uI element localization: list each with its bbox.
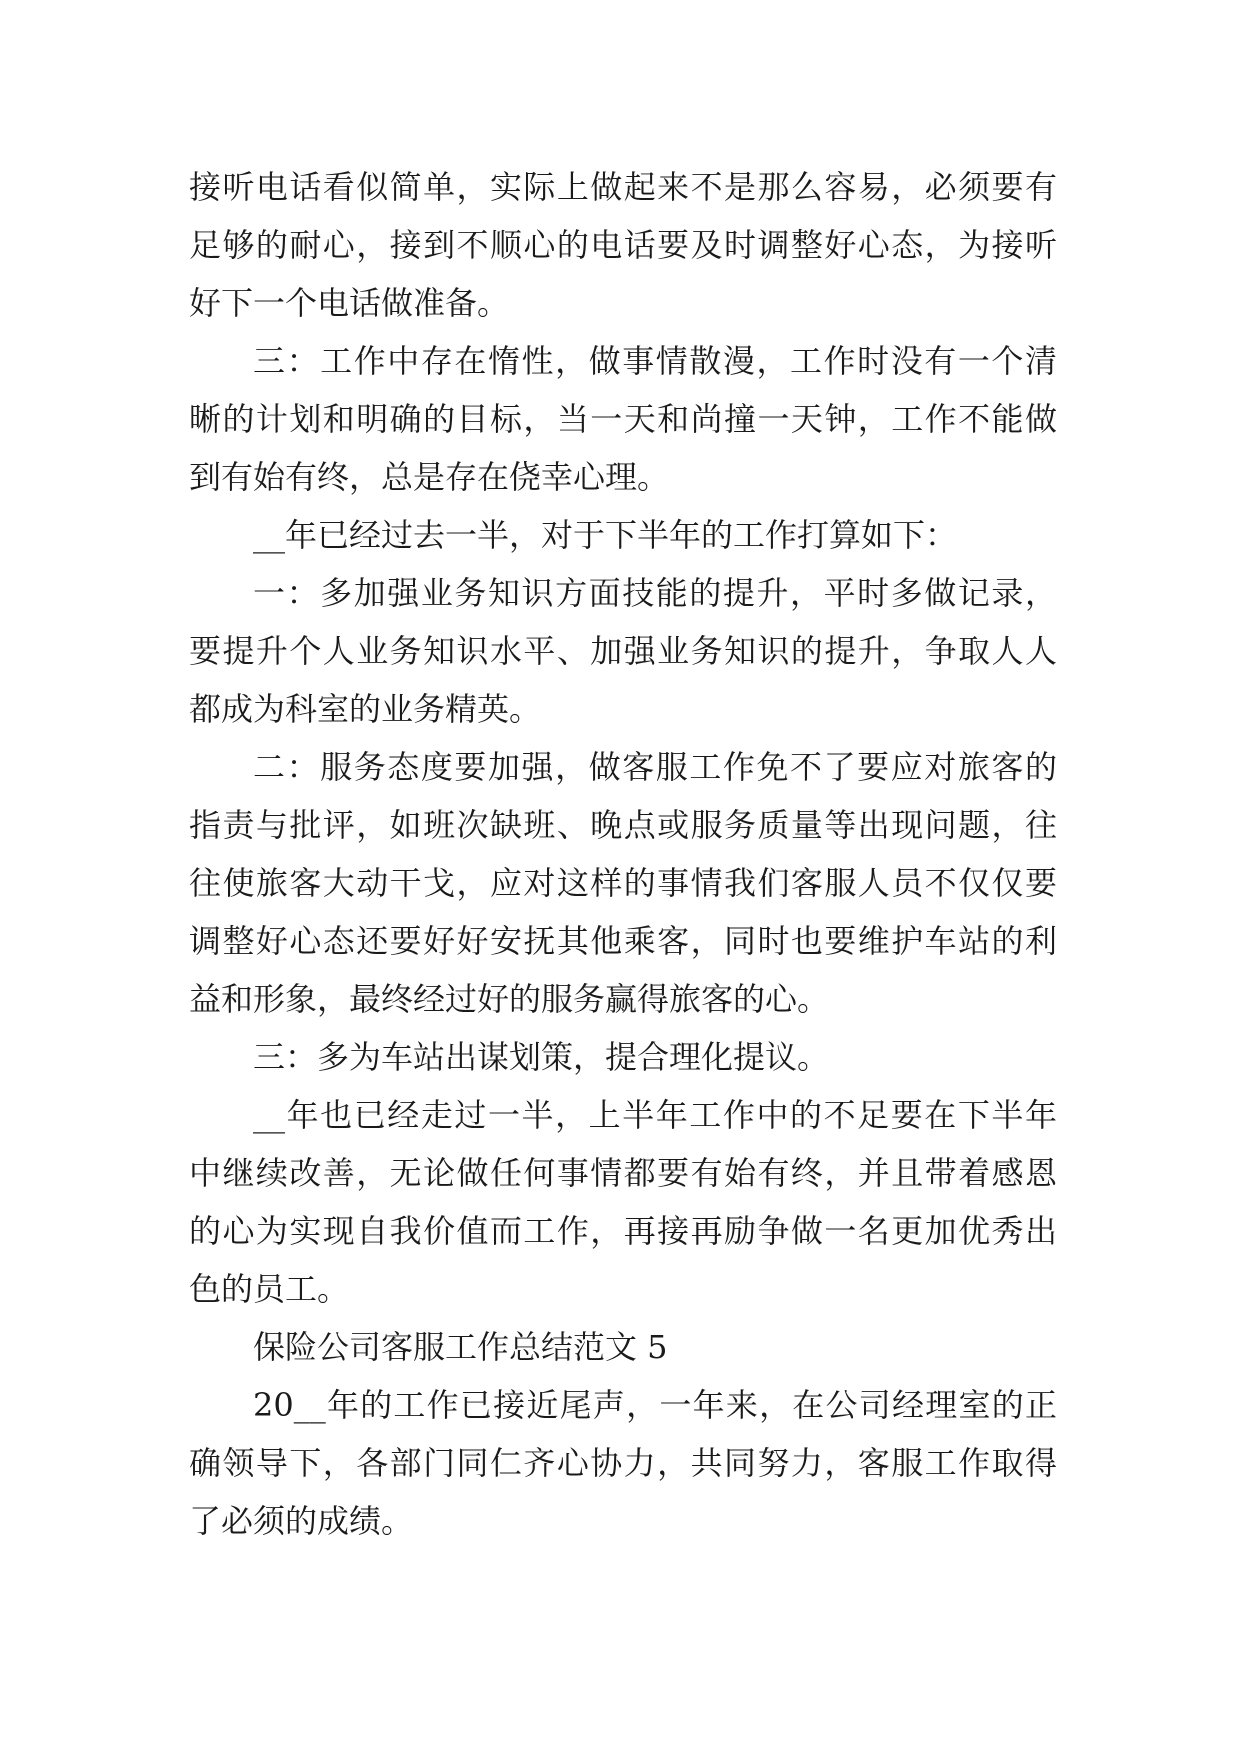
heading-line: 保险公司客服工作总结范文 5	[253, 1328, 668, 1366]
text-line: 确领导下，各部门同仁齐心协力，共同努力，客服工作取得	[189, 1444, 1057, 1482]
text-line: 中继续改善，无论做任何事情都要有始有终，并且带着感恩	[189, 1154, 1057, 1192]
text-line: 三：多为车站出谋划策，提合理化提议。	[253, 1038, 830, 1076]
text-line: 益和形象，最终经过好的服务赢得旅客的心。	[189, 980, 830, 1018]
text-line: 好下一个电话做准备。	[189, 284, 510, 322]
text-line: __年也已经走过一半，上半年工作中的不足要在下半年	[253, 1096, 1057, 1134]
text-line: 到有始有终，总是存在侥幸心理。	[189, 458, 670, 496]
text-line: 调整好心态还要好好安抚其他乘客，同时也要维护车站的利	[189, 922, 1057, 960]
paragraph	[189, 1086, 1057, 1318]
text-line: 了必须的成绩。	[189, 1502, 414, 1540]
paragraph	[189, 158, 1057, 332]
paragraph	[189, 1376, 1057, 1550]
text-line: 的心为实现自我价值而工作，再接再励争做一名更加优秀出	[189, 1212, 1057, 1250]
paragraph	[189, 332, 1057, 506]
section-heading	[189, 1318, 1057, 1376]
document-body	[189, 158, 1057, 1550]
text-line: 一：多加强业务知识方面技能的提升，平时多做记录，	[253, 574, 1057, 612]
text-line: 指责与批评，如班次缺班、晚点或服务质量等出现问题，往	[189, 806, 1057, 844]
text-line: 接听电话看似简单，实际上做起来不是那么容易，必须要有	[189, 168, 1057, 206]
text-line: 要提升个人业务知识水平、加强业务知识的提升，争取人人	[189, 632, 1057, 670]
text-line: 20__年的工作已接近尾声，一年来，在公司经理室的正	[253, 1386, 1057, 1424]
paragraph	[189, 1028, 1057, 1086]
text-line: 往使旅客大动干戈，应对这样的事情我们客服人员不仅仅要	[189, 864, 1057, 902]
paragraph	[189, 506, 1057, 564]
text-line: 色的员工。	[189, 1270, 350, 1308]
text-line: 都成为科室的业务精英。	[189, 690, 542, 728]
text-line: 足够的耐心，接到不顺心的电话要及时调整好心态，为接听	[189, 226, 1057, 264]
text-line: __年已经过去一半，对于下半年的工作打算如下：	[253, 516, 958, 554]
text-line: 二：服务态度要加强，做客服工作免不了要应对旅客的	[253, 748, 1057, 786]
paragraph	[189, 738, 1057, 1028]
text-line: 晰的计划和明确的目标，当一天和尚撞一天钟，工作不能做	[189, 400, 1057, 438]
text-line: 三：工作中存在惰性，做事情散漫，工作时没有一个清	[253, 342, 1057, 380]
paragraph	[189, 564, 1057, 738]
